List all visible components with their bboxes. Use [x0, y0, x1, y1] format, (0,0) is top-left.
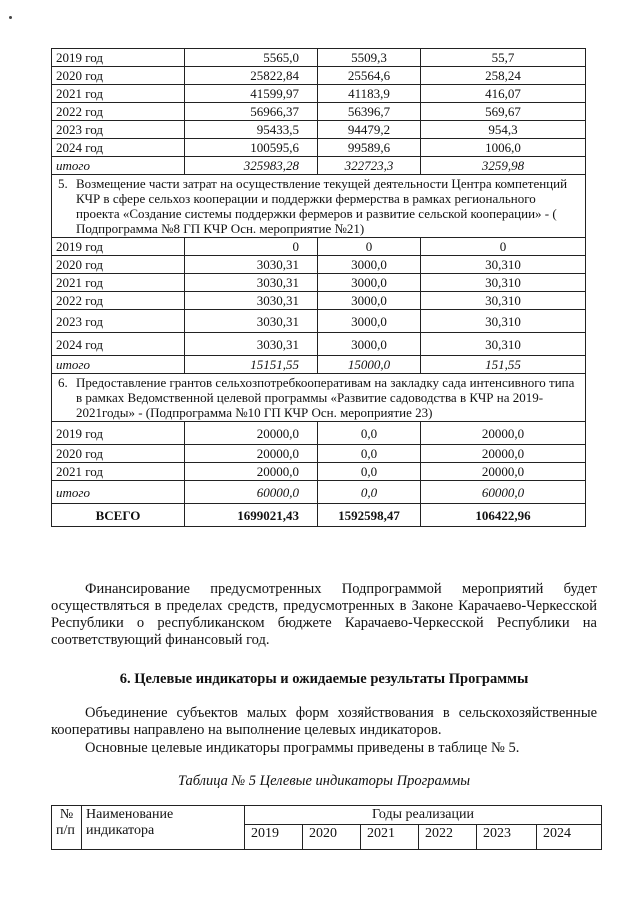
- total-cell: 3030,31: [185, 333, 318, 356]
- year-cell: 2020 год: [52, 256, 185, 274]
- total-cell: 15151,55: [185, 356, 318, 374]
- federal-cell: 3000,0: [318, 256, 421, 274]
- total-cell: 56966,37: [185, 103, 318, 121]
- federal-cell: 1592598,47: [318, 504, 421, 527]
- table-row: [52, 139, 586, 157]
- federal-cell: 0,0: [318, 463, 421, 481]
- regional-cell: 30,310: [421, 256, 586, 274]
- total-label: итого: [52, 157, 185, 175]
- federal-cell: 56396,7: [318, 103, 421, 121]
- table-row: [52, 310, 586, 333]
- table-row: [52, 256, 586, 274]
- header-number: [52, 806, 82, 850]
- regional-cell: 0: [421, 238, 586, 256]
- total-cell: 100595,6: [185, 139, 318, 157]
- regional-cell: 569,67: [421, 103, 586, 121]
- federal-cell: 3000,0: [318, 274, 421, 292]
- regional-cell: 954,3: [421, 121, 586, 139]
- table-row: [52, 445, 586, 463]
- table-row: [52, 67, 586, 85]
- total-cell: 0: [185, 238, 318, 256]
- regional-cell: 30,310: [421, 292, 586, 310]
- year-cell: 2022 год: [52, 103, 185, 121]
- table-row: [52, 238, 586, 256]
- federal-cell: 5509,3: [318, 49, 421, 67]
- year-cell: 2024 год: [52, 333, 185, 356]
- subtotal-row: [52, 481, 586, 504]
- total-cell: 20000,0: [185, 422, 318, 445]
- total-cell: 5565,0: [185, 49, 318, 67]
- table-row: [52, 121, 586, 139]
- total-cell: 25822,84: [185, 67, 318, 85]
- total-cell: 60000,0: [185, 481, 318, 504]
- total-cell: 95433,5: [185, 121, 318, 139]
- total-cell: 3030,31: [185, 256, 318, 274]
- federal-cell: 0,0: [318, 422, 421, 445]
- year-cell: 2019 год: [52, 238, 185, 256]
- table5-caption: Таблица № 5 Целевые индикаторы Программы: [177, 773, 471, 789]
- financing-table-body: [52, 49, 586, 527]
- section-number: 6.: [58, 375, 68, 390]
- year-cell: 2019 год: [52, 49, 185, 67]
- regional-cell: 30,310: [421, 310, 586, 333]
- regional-cell: 3259,98: [421, 157, 586, 175]
- regional-cell: 1006,0: [421, 139, 586, 157]
- regional-cell: 20000,0: [421, 422, 586, 445]
- total-cell: 325983,28: [185, 157, 318, 175]
- year-cell: 2021 год: [52, 463, 185, 481]
- header-indicator-name-line1: Наименование: [86, 807, 174, 822]
- year-cell: 2021 год: [52, 274, 185, 292]
- table-row: [52, 333, 586, 356]
- federal-cell: 3000,0: [318, 310, 421, 333]
- total-label: итого: [52, 356, 185, 374]
- regional-cell: 30,310: [421, 333, 586, 356]
- header-number-line2: п/п: [56, 823, 75, 838]
- header-year: 2024: [537, 825, 602, 850]
- year-cell: 2020 год: [52, 445, 185, 463]
- header-indicator-name: [82, 806, 245, 850]
- section-heading: 6. Целевые индикаторы и ожидаемые результаты Программы: [119, 671, 529, 687]
- year-cell: 2019 год: [52, 422, 185, 445]
- goal-paragraph: Объединение субъектов малых форм хозяйствования в сельскохозяйственные кооперативы направлено на выполнение целевых индикаторов.: [51, 705, 597, 738]
- regional-cell: 20000,0: [421, 463, 586, 481]
- regional-cell: 258,24: [421, 67, 586, 85]
- header-years-group: Годы реализации: [245, 806, 602, 825]
- table-row: [52, 103, 586, 121]
- year-cell: 2022 год: [52, 292, 185, 310]
- section-description: Возмещение части затрат на осуществление текущей деятельности Центра компетенций КЧР в сфере сельхоз кооперации и поддержки фермерства в рамках регионального проекта «Создание системы поддержки фермеров и развитие сельской кооперации» - ( Подпрограмма №8 ГП КЧР Осн. мероприятие №21): [76, 176, 568, 236]
- regional-cell: 151,55: [421, 356, 586, 374]
- table-row: [52, 463, 586, 481]
- section-6-row-cell: [52, 374, 586, 422]
- indicator-table: [51, 805, 602, 850]
- regional-cell: 55,7: [421, 49, 586, 67]
- federal-cell: 94479,2: [318, 121, 421, 139]
- total-cell: 20000,0: [185, 463, 318, 481]
- federal-cell: 25564,6: [318, 67, 421, 85]
- section-number: 5.: [58, 176, 68, 191]
- total-label: итого: [52, 481, 185, 504]
- total-cell: 3030,31: [185, 310, 318, 333]
- table-row: [52, 422, 586, 445]
- section-5-row: [52, 175, 586, 238]
- total-cell: 1699021,43: [185, 504, 318, 527]
- table-reference-paragraph: Основные целевые индикаторы программы приведены в таблице № 5.: [85, 740, 520, 756]
- federal-cell: 3000,0: [318, 292, 421, 310]
- table-row: [52, 49, 586, 67]
- regional-cell: 30,310: [421, 274, 586, 292]
- federal-cell: 322723,3: [318, 157, 421, 175]
- table-row: [52, 85, 586, 103]
- regional-cell: 60000,0: [421, 481, 586, 504]
- federal-cell: 99589,6: [318, 139, 421, 157]
- header-year: 2020: [303, 825, 361, 850]
- financing-table: [51, 48, 586, 527]
- header-year: 2023: [477, 825, 537, 850]
- section-description: Предоставление грантов сельхозпотребкооперативам на закладку сада интенсивного типа в рамках Ведомственной целевой программы «Развитие садоводства в КЧР на 2019-2021годы» - (Подпрограмма №10 ГП КЧР Осн. мероприятие 23): [76, 375, 575, 420]
- table-row: [52, 292, 586, 310]
- year-cell: 2023 год: [52, 310, 185, 333]
- federal-cell: 15000,0: [318, 356, 421, 374]
- total-cell: 41599,97: [185, 85, 318, 103]
- total-cell: 20000,0: [185, 445, 318, 463]
- grand-total-row: [52, 504, 586, 527]
- federal-cell: 0: [318, 238, 421, 256]
- regional-cell: 106422,96: [421, 504, 586, 527]
- subtotal-row: [52, 157, 586, 175]
- federal-cell: 3000,0: [318, 333, 421, 356]
- total-cell: 3030,31: [185, 274, 318, 292]
- financing-paragraph: Финансирование предусмотренных Подпрограммой мероприятий будет осуществляться в пределах средств, предусмотренных в Законе Карачаево-Черкесской Республики о республиканском бюджете Карачаево-Черкесской Республики на соответствующий финансовый год.: [51, 581, 597, 648]
- total-label: ВСЕГО: [52, 504, 185, 527]
- regional-cell: 416,07: [421, 85, 586, 103]
- year-cell: 2023 год: [52, 121, 185, 139]
- federal-cell: 41183,9: [318, 85, 421, 103]
- section-5-row-cell: [52, 175, 586, 238]
- regional-cell: 20000,0: [421, 445, 586, 463]
- year-cell: 2021 год: [52, 85, 185, 103]
- section-6-row: [52, 374, 586, 422]
- scan-speck: [9, 16, 12, 19]
- header-year: 2019: [245, 825, 303, 850]
- total-cell: 3030,31: [185, 292, 318, 310]
- federal-cell: 0,0: [318, 445, 421, 463]
- header-year: 2021: [361, 825, 419, 850]
- table-row: [52, 274, 586, 292]
- year-cell: 2020 год: [52, 67, 185, 85]
- header-indicator-name-line2: индикатора: [86, 823, 155, 838]
- subtotal-row: [52, 356, 586, 374]
- header-year: 2022: [419, 825, 477, 850]
- header-number-line1: №: [59, 807, 74, 822]
- year-cell: 2024 год: [52, 139, 185, 157]
- federal-cell: 0,0: [318, 481, 421, 504]
